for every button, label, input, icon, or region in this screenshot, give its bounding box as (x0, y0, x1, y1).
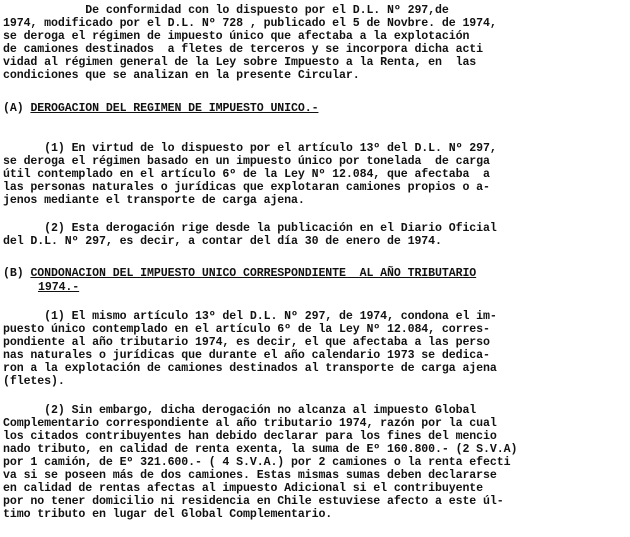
intro-line: De conformidad con lo dispuesto por el D.L. Nº 297,de (3, 4, 449, 17)
intro-line: de camiones destinados a fletes de terceros y se incorpora dicha acti (3, 43, 484, 56)
section-a-prefix: (A) (3, 102, 31, 115)
section-a-para1-line: jenos mediante el transporte de carga ajena. (3, 194, 305, 207)
section-b-para1-line: pondiente al año tributario 1974, es decir, el que afectaba a las perso (3, 336, 490, 349)
section-a-para1-line: las personas naturales o jurídicas que explotaran camiones propios o a- (3, 181, 490, 194)
section-b-para2-line: timo tributo en lugar del Global Complementario. (3, 508, 333, 521)
section-a-para1-line: se deroga el régimen basado en un impuesto único por tonelada de carga (3, 155, 490, 168)
intro-line: se deroga el régimen de impuesto único que afectaba a la explotación (3, 30, 470, 43)
intro-line: condiciones que se analizan en la presente Circular. (3, 69, 360, 82)
section-a-para1-line: (1) En virtud de lo dispuesto por el artículo 13º del D.L. Nº 297, (3, 142, 497, 155)
section-a-para2-line: (2) Esta derogación rige desde la publicación en el Diario Oficial (3, 222, 497, 235)
section-b-para2-line: en calidad de rentas afectas al impuesto Adicional si el contribuyente (3, 482, 484, 495)
section-a-para2-line: del D.L. Nº 297, es decir, a contar del día 30 de enero de 1974. (3, 235, 442, 248)
section-b-para2-line: Complementario correspondiente al año tributario 1974, razón por la cual (3, 417, 497, 430)
section-b-para2-line: por no tener domicilio ni residencia en Chile estuviese afecto a este úl- (3, 495, 504, 508)
section-b-title-line2: 1974.- (38, 281, 80, 294)
section-a-title: DEROGACION DEL REGIMEN DE IMPUESTO UNICO.- (30, 102, 319, 115)
section-b-para2-line: nado tributo, en calidad de renta exenta, la suma de Eº 160.800.- (2 S.V.A) (3, 443, 518, 456)
section-b-para1-line: (fletes). (3, 375, 65, 388)
section-a-para1-line: útil contemplado en el artículo 6º de la Ley Nº 12.084, que afectaba a (3, 168, 490, 181)
section-a-heading (3, 102, 318, 115)
section-b-para2-line: va si se poseen más de dos camiones. Estas mismas sumas deben declararse (3, 469, 497, 482)
section-b-para1-line: nas naturales o jurídicas que durante el año calendario 1973 se dedica- (3, 349, 490, 362)
section-b-para1-line: ron a la explotación de camiones destinados al transporte de carga ajena (3, 362, 497, 375)
intro-line: vidad al régimen general de la Ley sobre Impuesto a la Renta, en las (3, 56, 477, 69)
section-b-para1-line: (1) El mismo artículo 13º del D.L. Nº 297, de 1974, condona el im- (3, 310, 497, 323)
section-b-para2-line: los citados contribuyentes han debido declarar para los fines del mencio (3, 430, 497, 443)
section-b-para2-line: (2) Sin embargo, dicha derogación no alcanza al impuesto Global (3, 404, 477, 417)
section-b-prefix: (B) (3, 267, 31, 280)
section-b-para2-line: por 1 camión, de Eº 321.600.- ( 4 S.V.A.) por 2 camiones o la renta efecti (3, 456, 511, 469)
section-b-heading (3, 267, 476, 280)
intro-line: 1974, modificado por el D.L. Nº 728 , publicado el 5 de Novbre. de 1974, (3, 17, 497, 30)
section-b-title-line1: CONDONACION DEL IMPUESTO UNICO CORRESPONDIENTE AL AÑO TRIBUTARIO (30, 267, 477, 280)
section-b-para1-line: puesto único contemplado en el artículo 6º de la Ley Nº 12.084, corres- (3, 323, 490, 336)
